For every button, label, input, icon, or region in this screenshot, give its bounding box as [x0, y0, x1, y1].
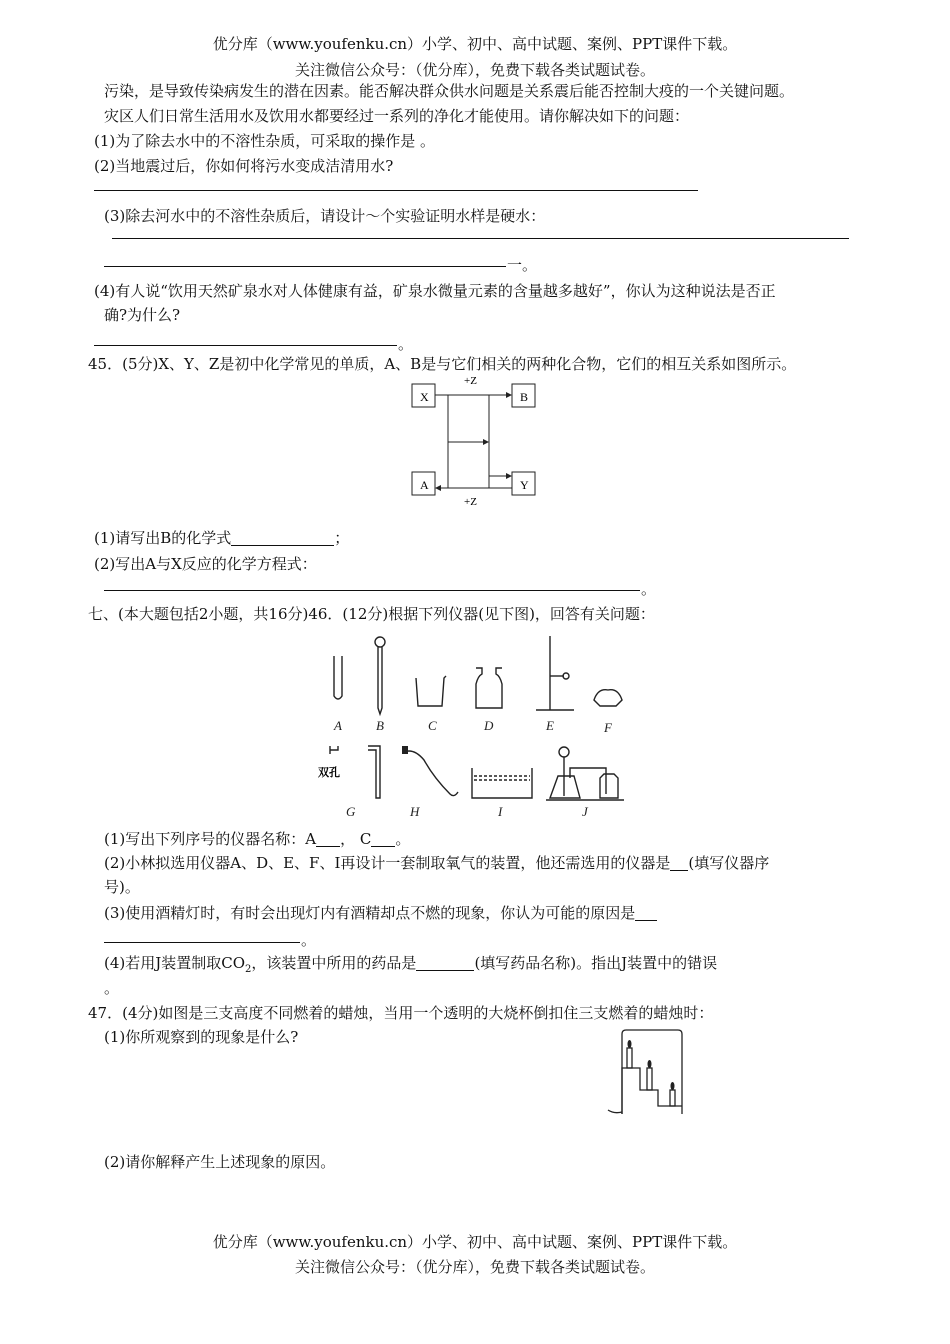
label-c: C [428, 718, 437, 733]
test-tube-a [334, 656, 342, 699]
label-j: J [582, 804, 588, 819]
stopper-g [330, 746, 338, 754]
q46-blank-2[interactable] [670, 855, 688, 871]
q47-candles-figure [604, 1028, 694, 1118]
q44-part-3-end: 一。 [507, 256, 538, 274]
q44-part-1: (1)为了除去水中的不溶性杂质，可采取的操作是 。 [94, 132, 436, 150]
q45-stem: 45．(5分)X、Y、Z是初中化学常见的单质，A、B是与它们相关的两种化合物，它们的相互关系如图所示。 [88, 355, 797, 373]
q47-part-2: (2)请你解释产生上述现象的原因。 [104, 1153, 336, 1171]
label-f: F [604, 720, 612, 735]
dropper-b [378, 647, 382, 714]
q46-part-3: (3)使用酒精灯时，有时会出现灯内有酒精却点不燃的现象，你认为可能的原因是 [104, 903, 657, 923]
label-a: A [420, 478, 429, 492]
label-bottom-plus-z: +Z [464, 496, 477, 507]
label-g: G [346, 804, 356, 819]
q44-part-2: (2)当地震过后，你如何将污水变成洁清用水? [94, 157, 394, 175]
candle-medium [647, 1068, 652, 1090]
q46-part-3-end: 。 [301, 931, 317, 949]
label-shuangkong: 双孔 [318, 767, 340, 779]
flask-j [550, 776, 580, 798]
q44-part-4-line-2: 确?为什么? [104, 306, 181, 324]
alcohol-lamp-f [594, 690, 622, 706]
q45-answer-line-2[interactable] [104, 590, 640, 591]
candle-tall [627, 1048, 632, 1068]
q46-part-4-end: 。 [104, 979, 120, 997]
intro-line-2: 灾区人们日常生活用水及饮用水都要经过一系列的净化才能使用。请你解决如下的问题： [104, 107, 690, 125]
q46-part-4: (4)若用J装置制取$CO_2$，该装置中所用的药品是 (填写药品名称)。指出J装置中的错误 [104, 954, 718, 975]
label-b: B [520, 390, 529, 404]
label-x: X [420, 390, 429, 404]
q46-apparatus-figure [318, 628, 638, 823]
q46-blank-c[interactable] [371, 831, 395, 847]
trough-i [472, 768, 532, 798]
q47-part-1: (1)你所观察到的现象是什么? [104, 1028, 299, 1046]
gas-bottle-j [600, 774, 618, 798]
label-e: E [546, 718, 554, 733]
q46-stem: 七、(本大题包括2小题，共16分)46．(12分)根据下列仪器(见下图)，回答有关问题： [88, 605, 655, 623]
q46-part-1: (1)写出下列序号的仪器名称：A ， C 。 [104, 830, 411, 848]
label-d: D [484, 718, 494, 733]
label-i: I [498, 804, 503, 819]
q44-answer-line-4[interactable] [94, 345, 397, 346]
bottle-d [476, 668, 502, 708]
footer-line-2: 关注微信公众号：（优分库），免费下载各类试题试卷。 [294, 1258, 655, 1276]
label-b: B [376, 718, 384, 733]
label-top-plus-z: +Z [464, 375, 477, 387]
q44-part-3: (3)除去河水中的不溶性杂质后，请设计～个实验证明水样是硬水： [104, 207, 546, 225]
q47-stem: 47．(4分)如图是三支高度不同燃着的蜡烛，当用一个透明的大烧杯倒扣住三支燃着的蜡烛时： [88, 1004, 714, 1022]
q44-answer-line-3b[interactable] [104, 266, 506, 267]
q44-part-4-end: 。 [398, 335, 414, 353]
q45-part-2-end: 。 [641, 580, 657, 598]
funnel-j [559, 747, 569, 757]
q44-part-4-line-1: (4)有人说“饮用天然矿泉水对人体健康有益，矿泉水微量元素的含量越多越好”，你认为这种说法是否正 [94, 282, 776, 300]
glass-tube-g [368, 746, 380, 798]
beaker-c [416, 676, 446, 706]
tube-h [404, 751, 458, 796]
footer-line-1: 优分库（www.youfenku.cn）小学、初中、高中试题、案例、PPT课件下载。 [212, 1233, 738, 1251]
q46-blank-a[interactable] [316, 831, 340, 847]
q45-blank-1[interactable] [231, 530, 334, 546]
q46-blank-3a[interactable] [635, 905, 657, 921]
q46-blank-4[interactable] [416, 955, 474, 971]
label-a: A [334, 718, 342, 733]
q46-part-2-line-1: (2)小林拟选用仪器A、D、E、F、I再设计一套制取氧气的装置，他还需选用的仪器是 (填写仪器序 [104, 854, 770, 872]
q46-part-2-line-2: 号)。 [104, 878, 140, 896]
q45-relation-diagram [400, 372, 550, 507]
header-line-2: 关注微信公众号：（优分库），免费下载各类试题试卷。 [294, 61, 655, 79]
header-line-1: 优分库（www.youfenku.cn）小学、初中、高中试题、案例、PPT课件下载。 [212, 35, 738, 53]
candle-short [670, 1090, 675, 1106]
q45-part-2: (2)写出A与X反应的化学方程式： [94, 555, 317, 573]
dropper-bulb-b [375, 637, 385, 647]
label-h: H [410, 804, 420, 819]
q44-answer-line-2[interactable] [94, 190, 698, 191]
label-y: Y [520, 478, 529, 492]
intro-line-1: 污染，是导致传染病发生的潜在因素。能否解决群众供水问题是关系震后能否控制大疫的一个关键问题。 [104, 82, 795, 100]
q45-part-1: (1)请写出B的化学式 ； [94, 529, 350, 547]
q44-answer-line-3a[interactable] [112, 238, 849, 239]
q46-answer-line-3[interactable] [104, 942, 300, 943]
